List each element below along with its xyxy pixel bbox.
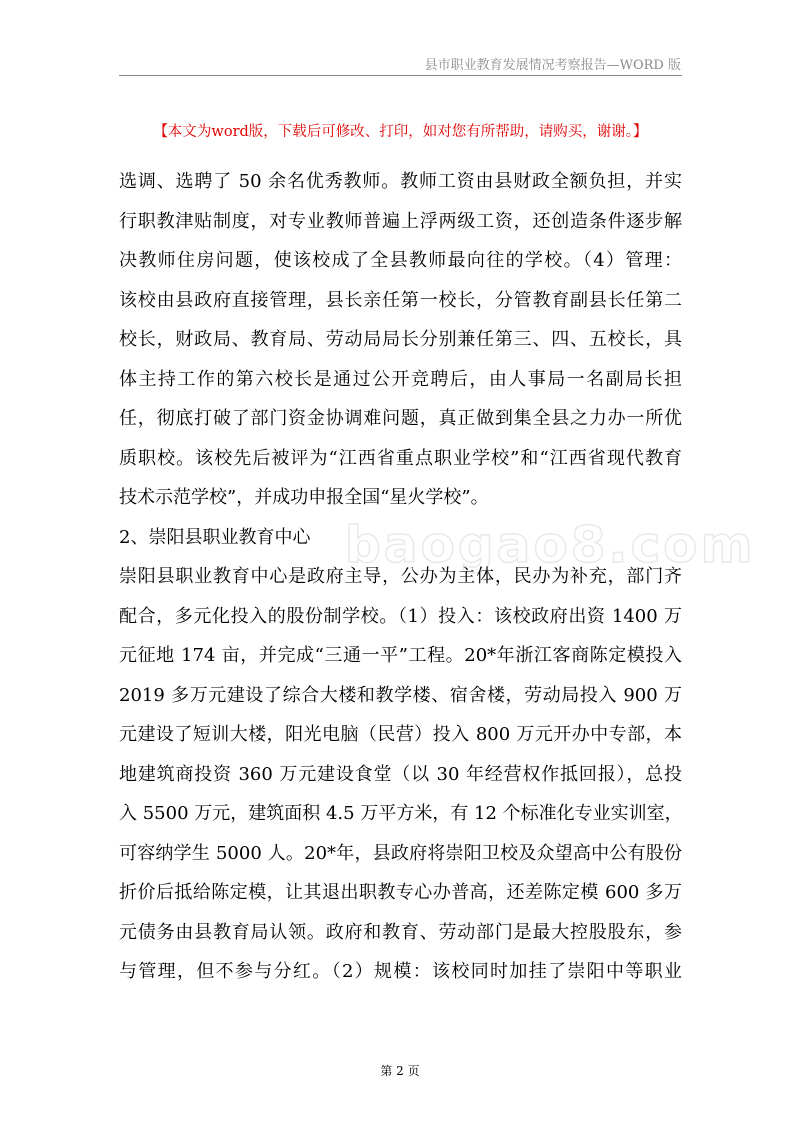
body-line: 质职校。该校先后被评为“江西省重点职业学校”和“江西省现代教育 <box>119 447 682 469</box>
body-line: 决教师住房问题，使该校成了全县教师最向往的学校。（4）管理： <box>119 250 682 271</box>
body-line: 元征地 174 亩，并完成“三通一平”工程。20*年浙江客商陈定模投入 <box>119 645 682 666</box>
body-line: 与管理，但不参与分红。（2）规模：该校同时加挂了崇阳中等职业 <box>119 961 682 982</box>
body-line: 元建设了短训大楼，阳光电脑（民营）投入 800 万元开办中专部，本 <box>119 724 682 745</box>
body-line: 入 5500 万元，建筑面积 4.5 万平方米，有 12 个标准化专业实训室， <box>119 803 683 824</box>
body-line: 崇阳县职业教育中心是政府主导，公办为主体，民办为补充，部门齐 <box>119 566 682 587</box>
page-number: 第 2 页 <box>380 1064 420 1078</box>
running-header-title: 县市职业教育发展情况考察报告—WORD 版 <box>424 58 681 73</box>
body-line: 行职教津贴制度，对专业教师普遍上浮两级工资，还创造条件逐步解 <box>119 210 682 232</box>
body-line: 元债务由县教育局认领。政府和教育、劳动部门是最大控股股东，参 <box>119 921 682 943</box>
document-body <box>119 162 682 992</box>
body-line: 可容纳学生 5000 人。20*年，县政府将崇阳卫校及众望高中公有股份 <box>119 842 682 864</box>
download-notice: 【本文为word版，下载后可修改、打印，如对您有所帮助，请购买，谢谢。】 <box>153 124 648 140</box>
body-line: 体主持工作的第六校长是通过公开竞聘后，由人事局一名副局长担 <box>119 368 682 390</box>
body-line: 折价后抵给陈定模，让其退出职教专心办普高，还差陈定模 600 多万 <box>119 882 682 903</box>
body-line: 任，彻底打破了部门资金协调难问题，真正做到集全县之力办一所优 <box>119 408 682 429</box>
body-line: 配合，多元化投入的股份制学校。（1）投入：该校政府出资 1400 万 <box>119 605 682 627</box>
site-watermark: baogao8.com <box>345 516 756 574</box>
body-line: 技术示范学校”，并成功申报全国“星火学校”。 <box>119 487 489 508</box>
body-line: 校长，财政局、教育局、劳动局局长分别兼任第三、四、五校长，具 <box>119 329 682 350</box>
body-line: 2019 多万元建设了综合大楼和教学楼、宿舍楼，劳动局投入 900 万 <box>119 684 682 706</box>
body-line: 选调、选聘了 50 余名优秀教师。教师工资由县财政全额负担，并实 <box>119 171 682 192</box>
section-heading: 2、崇阳县职业教育中心 <box>119 526 311 548</box>
header-divider <box>119 75 682 76</box>
body-line: 该校由县政府直接管理，县长亲任第一校长，分管教育副县长任第二 <box>119 289 682 311</box>
body-line: 地建筑商投资 360 万元建设食堂（以 30 年经营权作抵回报），总投 <box>119 763 682 785</box>
